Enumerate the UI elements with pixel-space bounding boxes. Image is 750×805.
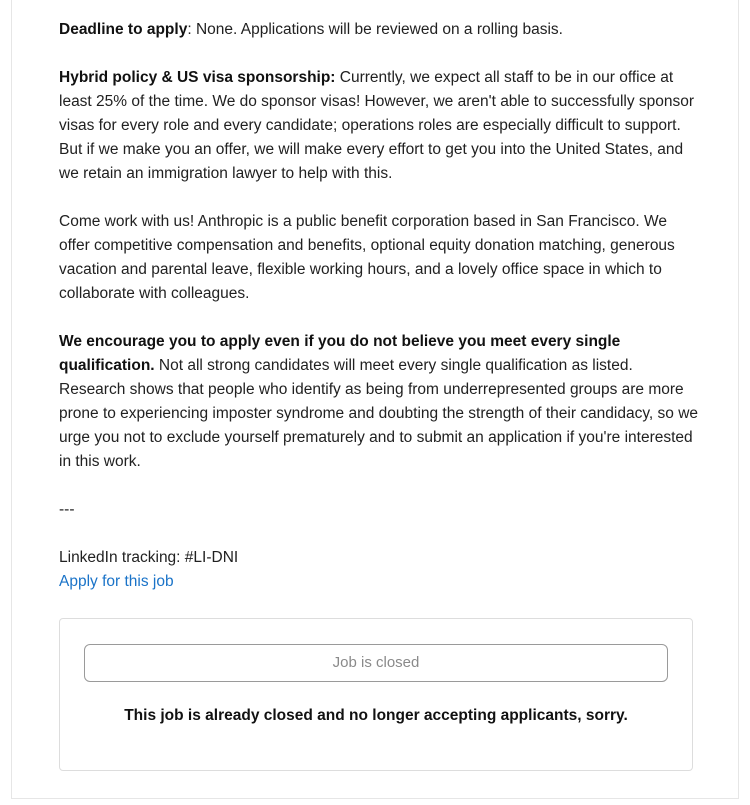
job-closed-button[interactable]: Job is closed <box>84 644 668 682</box>
apply-link[interactable]: Apply for this job <box>59 573 174 590</box>
deadline-text: : None. Applications will be reviewed on a rolling basis. <box>187 21 563 38</box>
linkedin-tracking: LinkedIn tracking: #LI-DNI <box>59 549 239 566</box>
job-closed-panel <box>59 618 693 771</box>
separator-text: --- <box>59 501 75 518</box>
encourage-paragraph <box>59 330 699 474</box>
hybrid-policy-paragraph <box>59 66 699 186</box>
job-description-content <box>59 18 699 594</box>
deadline-label: Deadline to apply <box>59 21 188 38</box>
come-work-paragraph: Come work with us! Anthropic is a public benefit corporation based in San Francisco. We offer competitive compensation and benefits, optional equity donation matching, generous vacation and parental leave, flexible working hours, and a lovely office space in which to collaborate with colleagues. <box>59 213 675 302</box>
hybrid-policy-label: Hybrid policy & US visa sponsorship: <box>59 69 336 86</box>
deadline-paragraph <box>59 18 699 42</box>
job-closed-message: This job is already closed and no longer accepting applicants, sorry. <box>124 707 628 724</box>
encourage-text: Not all strong candidates will meet every single qualification as listed. Research shows that people who identify as being from underrepresented groups are more prone to experiencing imposter syndrome and doubting the strength of their candidacy, so we urge you not to exclude yourself prematurely and to submit an application if you're interested in this work. <box>59 357 699 470</box>
encourage-label: We encourage you to apply even if you do not believe you meet every single qualification. <box>59 333 621 374</box>
hybrid-policy-text: Currently, we expect all staff to be in our office at least 25% of the time. We do sponsor visas! However, we aren't able to successfully sponsor visas for every role and every candidate; operations roles are especially difficult to support. But if we make you an offer, we will make every effort to get you into the United States, and we retain an immigration lawyer to help with this. <box>59 69 695 182</box>
